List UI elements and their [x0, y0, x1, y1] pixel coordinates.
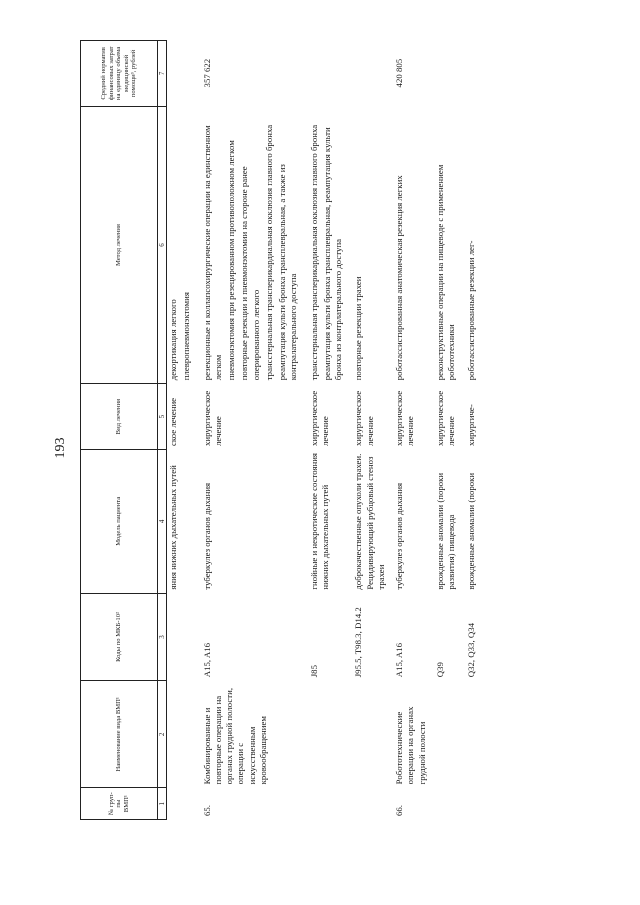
table-header	[81, 41, 167, 820]
treatment-method-cell	[303, 106, 348, 384]
treatment-type-cell: хирургиче-	[466, 404, 477, 446]
header-treatment-type: Вид лечения	[81, 384, 158, 450]
patient-model-cell: врожденные аномалии (пороки развития) пищевода	[434, 472, 457, 590]
header-vmp-name: Наименование вида ВМП¹	[81, 681, 158, 788]
table-row	[167, 41, 196, 820]
group-number-cell: 65.	[201, 805, 212, 816]
method-item: трансстернальная трансперикардиальная окклюзия главного бронха	[263, 124, 274, 381]
column-number: 4	[158, 450, 167, 594]
avg-cost-cell: 420 805	[394, 58, 405, 88]
method-item: пневмонэктомия при резецированном противоположном легком	[226, 140, 237, 381]
treatment-type-cell: хирургическое лечение	[308, 390, 330, 446]
method-item: повторные резекции и пневмонэктомии на стороне ранее оперированного легкого	[239, 166, 261, 381]
treatment-method-cell	[460, 106, 480, 384]
vmp-name-cell: Робототехнические операции на органах грудной полости	[394, 706, 427, 785]
column-number: 7	[158, 41, 167, 107]
method-item: реампутация культи бронха трансплевральная, реампутация культи бронха из контрлатерального доступа	[321, 127, 344, 381]
method-item: реампутация культи бронха трансплевральная, а также из контралатерального доступа	[277, 164, 299, 381]
treatment-method-cell	[167, 106, 196, 384]
header-group-number: № груп-пы ВМП¹	[81, 788, 158, 820]
table-row	[303, 41, 348, 820]
method-item: роботассистированная анатомическая резекция легких	[394, 175, 405, 381]
icd-codes-cell: J95.5, T98.3, D14.2	[353, 607, 364, 678]
patient-model-cell: гнойные и некротические состояния нижних дыхательных путей	[308, 453, 330, 590]
table-row	[347, 41, 388, 820]
icd-codes-cell: Q32, Q33, Q34	[466, 623, 477, 678]
vmp-name-cell: Комбинированные и повторные операции на органах грудной полости, операции с искусственным кровообращением	[201, 687, 268, 785]
method-item: резекционные и коллапсохирургические операции на единственном легком	[201, 125, 223, 381]
method-item: трансстернальная трансперикардиальная окклюзия главного бронха	[308, 124, 319, 381]
column-number: 3	[158, 593, 167, 681]
icd-codes-cell: A15, A16	[394, 643, 405, 678]
treatment-type-cell: хирургическое лечение	[434, 390, 457, 446]
treatment-method-cell	[429, 106, 461, 384]
vmp-table	[80, 40, 481, 820]
column-number: 6	[158, 106, 167, 384]
treatment-type-cell: хирургическое лечение	[201, 390, 223, 446]
table-body	[167, 41, 481, 820]
header-treatment-method: Метод лечения	[81, 106, 158, 384]
treatment-type-cell: ское лечение	[168, 397, 179, 446]
treatment-method-cell	[388, 106, 429, 384]
treatment-type-cell: хирургическое лечение	[353, 390, 375, 446]
icd-codes-cell: J85	[308, 665, 319, 678]
header-avg-cost: Средний норматив финансовых затрат на единицу объема медицинской помощи³, рублей	[81, 41, 158, 107]
page-number: 193	[53, 437, 68, 459]
patient-model-cell: яния нижних дыхательных путей	[168, 465, 179, 590]
method-item: повторные резекции трахеи	[353, 276, 364, 381]
patient-model-cell: туберкулез органов дыхания	[394, 482, 405, 590]
table-row	[429, 41, 461, 820]
treatment-type-cell: хирургическое лечение	[394, 390, 416, 446]
table-row	[460, 41, 480, 820]
method-item: плевропневмонэктомия	[181, 292, 192, 381]
patient-model-cell: доброкачественные опухоли трахеи. Рецидивирующий рубцовый стеноз трахеи	[353, 453, 386, 590]
header-patient-model: Модель пациента	[81, 450, 158, 594]
table-row	[196, 41, 303, 820]
rotated-table-frame	[80, 40, 620, 820]
treatment-method-cell	[196, 106, 303, 384]
icd-codes-cell: Q39	[434, 662, 445, 678]
method-item: роботассистированные резекции лег-	[466, 240, 477, 381]
treatment-method-cell	[347, 106, 388, 384]
patient-model-cell: врожденные аномалии (пороки	[466, 472, 477, 590]
avg-cost-cell: 357 622	[201, 58, 212, 88]
column-number: 5	[158, 384, 167, 450]
method-item: реконструктивные операции на пищеводе с применением робототехники	[434, 164, 457, 381]
table-row	[388, 41, 429, 820]
icd-codes-cell: A15, A16	[201, 643, 212, 678]
method-item: декортикация легкого	[168, 299, 179, 381]
column-number: 2	[158, 681, 167, 788]
column-number: 1	[158, 788, 167, 820]
group-number-cell: 66.	[394, 805, 405, 816]
patient-model-cell: туберкулез органов дыхания	[201, 482, 212, 590]
header-icd-codes: Коды по МКБ-10²	[81, 593, 158, 681]
